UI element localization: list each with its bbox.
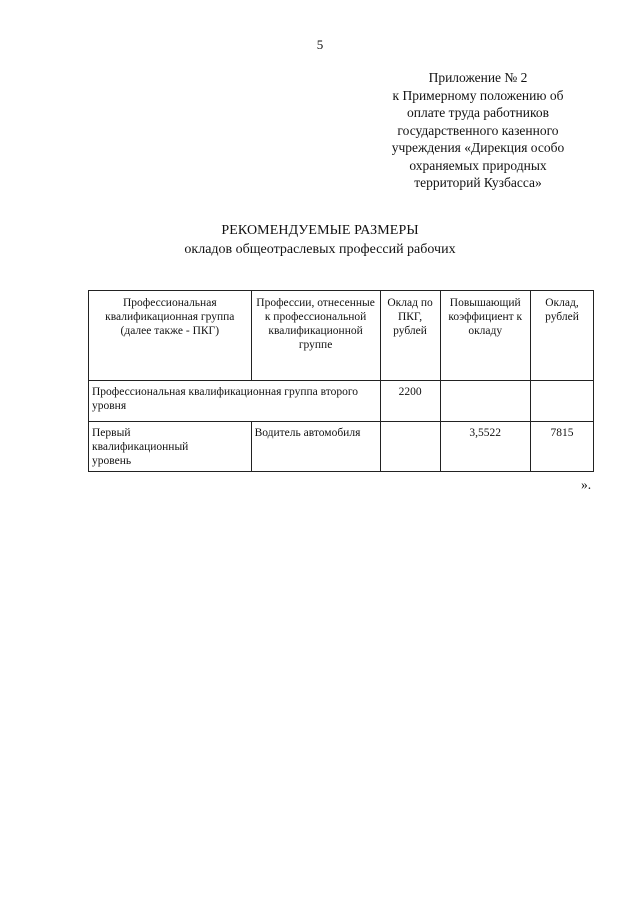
group-name-cell: Профессиональная квалификационная группа второго уровня — [89, 381, 381, 422]
appendix-line: учреждения «Дирекция особо — [391, 140, 565, 155]
table-header-row — [89, 291, 594, 381]
appendix-line: территорий Кузбасса» — [414, 175, 542, 190]
header-salary: Оклад, рублей — [530, 291, 593, 381]
table-row — [89, 381, 594, 422]
empty-cell — [530, 381, 593, 422]
document-heading — [0, 221, 640, 259]
final-salary-cell: 7815 — [530, 422, 593, 472]
profession-cell: Водитель автомобиля — [251, 422, 380, 472]
qualification-level-cell: Первый квалификационный уровень — [89, 422, 252, 472]
salary-table — [88, 290, 594, 472]
header-qualification-group: Профессиональная квалификационная группа (далее также - ПКГ) — [89, 291, 252, 381]
closing-quote-mark: ». — [581, 477, 592, 492]
header-base-salary: Оклад по ПКГ, рублей — [380, 291, 440, 381]
appendix-block — [372, 69, 584, 192]
document-title: РЕКОМЕНДУЕМЫЕ РАЗМЕРЫ — [221, 223, 419, 238]
page-number: 5 — [316, 37, 324, 52]
header-professions: Профессии, отнесенные к профессиональной квалификационной группе — [251, 291, 380, 381]
appendix-line: к Примерному положению об — [392, 87, 564, 103]
coefficient-cell: 3,5522 — [440, 422, 530, 472]
level-base-salary-cell — [380, 422, 440, 472]
appendix-line: охраняемых природных — [409, 157, 547, 173]
appendix-line: оплате труда работников — [407, 105, 549, 120]
empty-cell — [440, 381, 530, 422]
appendix-line: государственного казенного — [397, 122, 559, 138]
document-subtitle: окладов общеотраслевых профессий рабочих — [184, 242, 456, 257]
header-coefficient: Повышающий коэффициент к окладу — [440, 291, 530, 381]
group-base-salary-cell: 2200 — [380, 381, 440, 422]
appendix-line: Приложение № 2 — [428, 70, 528, 85]
table-row — [89, 422, 594, 472]
